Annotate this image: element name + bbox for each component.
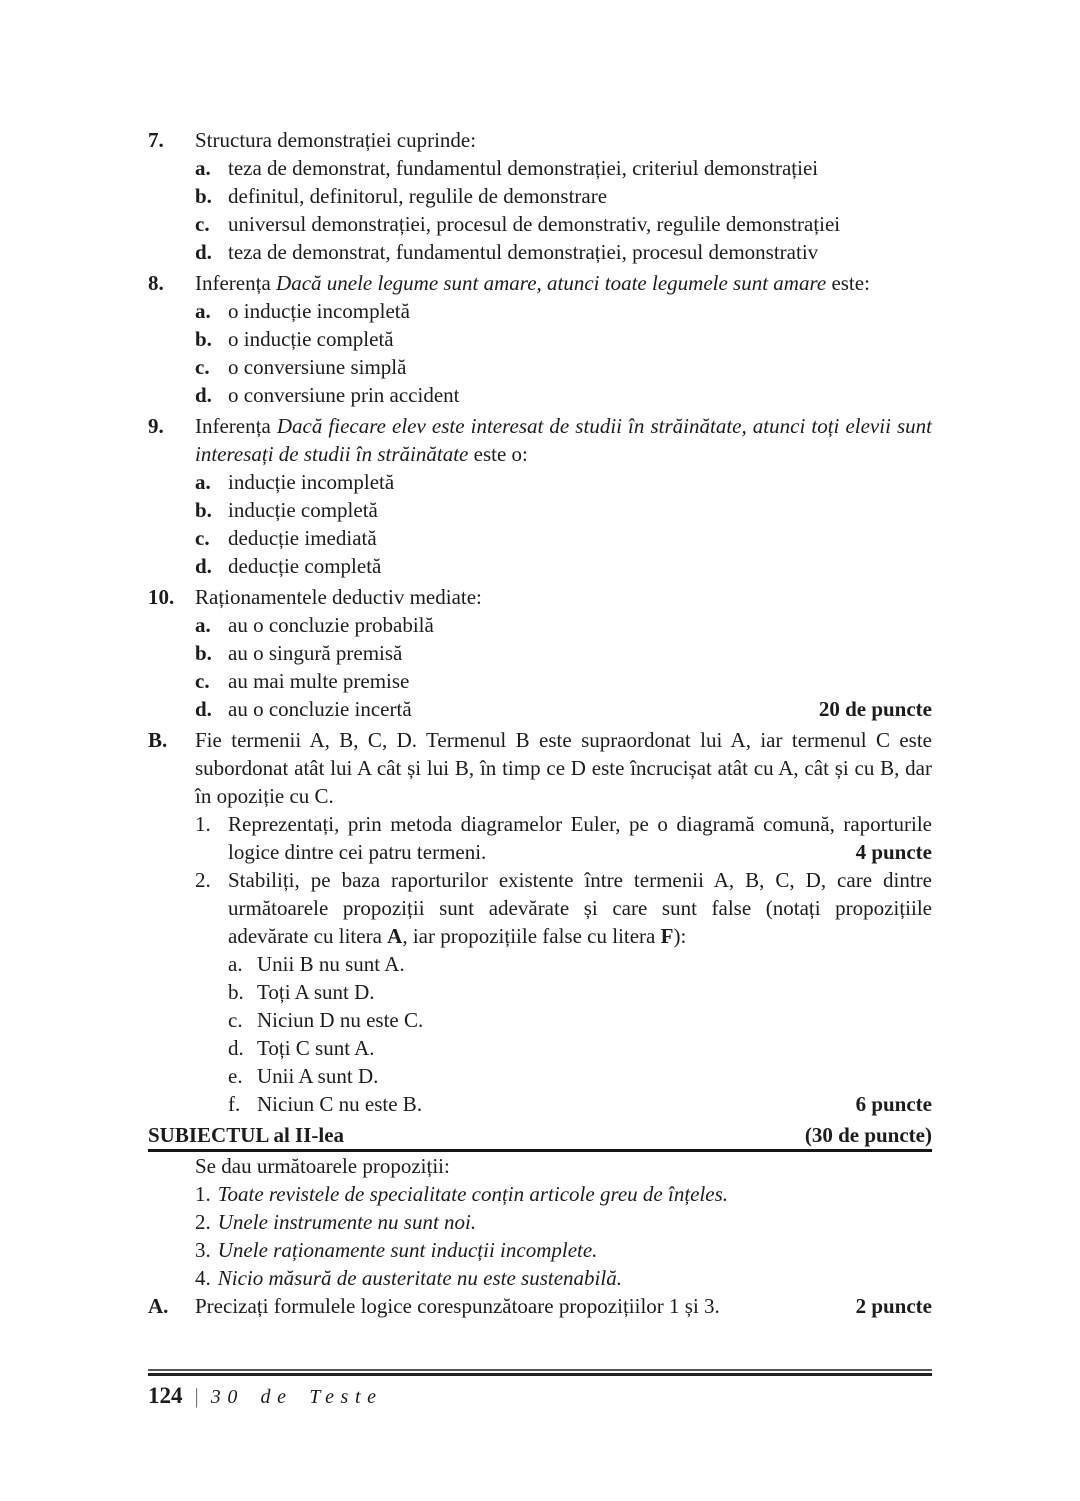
proposition-number: 4. (195, 1266, 211, 1290)
option-text: inducție incompletă (228, 470, 395, 494)
question-stem: Structura demonstrației cuprinde: (195, 128, 477, 152)
subtask-number: 2. (195, 868, 211, 892)
task-body (195, 1292, 932, 1320)
option-letter: d. (228, 1036, 244, 1060)
option-letter: b. (195, 184, 212, 208)
footer-divider (148, 1369, 932, 1376)
test-content (148, 126, 932, 1320)
answer-option (195, 496, 932, 524)
subject-points: (30 de puncte) (804, 1123, 932, 1147)
part-label: B. (148, 728, 168, 752)
proposition-number: 2. (195, 1210, 211, 1234)
task-a (148, 1292, 932, 1320)
answer-option (195, 381, 932, 409)
subtask-number: 1. (195, 812, 211, 836)
stem-post: este: (826, 271, 870, 295)
proposition (195, 1264, 932, 1292)
option-text: Toți C sunt A. (257, 1036, 375, 1060)
true-letter: A (387, 924, 403, 948)
answer-option (195, 210, 932, 238)
proposition (195, 1236, 932, 1264)
question-body (195, 583, 932, 723)
statement-option (228, 1034, 932, 1062)
option-letter: d. (195, 240, 212, 264)
question-number: 7. (148, 128, 164, 152)
question-stem (195, 269, 932, 297)
option-text: universul demonstrației, procesul de demonstrativ, regulile demonstrației (228, 212, 841, 236)
option-text: deducție completă (228, 554, 382, 578)
option-text: au o singură premisă (228, 641, 403, 665)
points-label: 4 puncte (855, 840, 932, 864)
question-number: 8. (148, 271, 164, 295)
stem-pre: Inferența (195, 414, 277, 438)
page-number: 124 (148, 1383, 183, 1408)
option-text: Niciun C nu este B. (257, 1092, 423, 1116)
proposition (195, 1180, 932, 1208)
stem-post: este o: (468, 442, 528, 466)
option-letter: a. (195, 470, 211, 494)
stem-pre: Inferența (195, 271, 277, 295)
option-letter: c. (195, 355, 210, 379)
question-stem (195, 412, 932, 468)
question-body (195, 126, 932, 266)
option-text: definitul, definitorul, regulile de demonstrare (228, 184, 608, 208)
option-text: o conversiune simplă (228, 355, 407, 379)
option-letter: a. (195, 613, 211, 637)
part-body (195, 726, 932, 1118)
stem-quote: Dacă fiecare elev este interesat de studii în străinătate, atunci toți elevii sunt interesați de studii în străinătate (195, 414, 932, 466)
proposition-text: Unele instrumente nu sunt noi. (217, 1210, 477, 1234)
question-body (195, 412, 932, 580)
page-footer (148, 1381, 932, 1412)
answer-option (195, 154, 932, 182)
option-text: teza de demonstrat, fundamentul demonstrației, procesul demonstrativ (228, 240, 819, 264)
option-text: au o concluzie probabilă (228, 613, 434, 637)
option-text: o inducție completă (228, 327, 394, 351)
propositions-block (195, 1152, 932, 1292)
question-7 (148, 126, 932, 266)
subtask-1 (195, 810, 932, 866)
subject-title: SUBIECTUL al II-lea (148, 1123, 345, 1147)
option-text: Unii B nu sunt A. (257, 952, 405, 976)
footer-divider-bottom-line (148, 1373, 932, 1376)
subtask-body (228, 866, 932, 1118)
subtask-text (228, 810, 932, 866)
option-text: deducție imediată (228, 526, 377, 550)
question-9 (148, 412, 932, 580)
subtask-2 (195, 866, 932, 1118)
option-letter: e. (228, 1064, 243, 1088)
option-text: Niciun D nu este C. (257, 1008, 424, 1032)
option-letter: c. (195, 212, 210, 236)
option-letter: a. (228, 952, 243, 976)
text-mid: , iar propozițiile false cu litera (402, 924, 661, 948)
statement-option (228, 950, 932, 978)
book-title: 30 de Teste (210, 1386, 383, 1408)
answer-option (195, 667, 932, 695)
option-letter: b. (195, 327, 212, 351)
subtask-body (228, 810, 932, 866)
statement-option (228, 978, 932, 1006)
points-label: 20 de puncte (818, 697, 932, 721)
answer-option (195, 325, 932, 353)
task-line (195, 1292, 932, 1320)
option-letter: c. (195, 526, 210, 550)
part-b (148, 726, 932, 1118)
option-text: o conversiune prin accident (228, 383, 460, 407)
proposition (195, 1208, 932, 1236)
option-letter: c. (228, 1008, 243, 1032)
part-intro: Fie termenii A, B, C, D. Termenul B este supraordonat lui A, iar termenul C este subordonat atât lui A cât și lui B, în timp ce D este încrucișat atât cu A, cât și cu B, dar în opoziție cu C. (195, 728, 932, 808)
option-letter: c. (195, 669, 210, 693)
option-letter: f. (228, 1092, 241, 1116)
answer-option (195, 182, 932, 210)
statement-option (228, 1090, 932, 1118)
footer-separator: | (194, 1384, 199, 1408)
proposition-number: 1. (195, 1182, 211, 1206)
question-number: 10. (148, 585, 175, 609)
option-text: au mai multe premise (228, 669, 410, 693)
points-label: 2 puncte (855, 1294, 932, 1318)
question-number: 9. (148, 414, 164, 438)
option-letter: a. (195, 299, 211, 323)
option-letter: b. (228, 980, 244, 1004)
answer-option (195, 297, 932, 325)
answer-option (195, 639, 932, 667)
answer-option (195, 524, 932, 552)
option-text: au o concluzie incertă (228, 697, 412, 721)
subject-2-heading (148, 1121, 932, 1152)
answer-option (195, 353, 932, 381)
subtask-text (228, 866, 932, 950)
question-8 (148, 269, 932, 409)
answer-option (195, 611, 932, 639)
text-post: ): (673, 924, 687, 948)
points-label: 6 puncte (855, 1092, 932, 1116)
option-letter: a. (195, 156, 211, 180)
option-letter: b. (195, 641, 212, 665)
answer-option (195, 695, 932, 723)
text-pre: Stabiliți, pe baza raporturilor existente între termenii A, B, C, D, care dintre următoarele propoziții sunt adevărate și care sunt false (notați propozițiile adevărate cu litera (228, 868, 932, 948)
false-letter: F (660, 924, 674, 948)
option-text: Unii A sunt D. (257, 1064, 379, 1088)
task-label: A. (148, 1294, 169, 1318)
option-text: inducție completă (228, 498, 378, 522)
proposition-text: Toate revistele de specialitate conțin articole greu de înțeles. (217, 1182, 729, 1206)
option-letter: b. (195, 498, 212, 522)
statement-option (228, 1062, 932, 1090)
answer-option (195, 468, 932, 496)
proposition-text: Nicio măsură de austeritate nu este sustenabilă. (217, 1266, 622, 1290)
option-letter: d. (195, 383, 212, 407)
question-body (195, 269, 932, 409)
option-text: teza de demonstrat, fundamentul demonstrației, criteriul demonstrației (228, 156, 819, 180)
option-text: Toți A sunt D. (257, 980, 375, 1004)
propositions-intro: Se dau următoarele propoziții: (195, 1154, 450, 1178)
proposition-text: Unele raționamente sunt inducții incomplete. (217, 1238, 598, 1262)
question-10 (148, 583, 932, 723)
proposition-number: 3. (195, 1238, 211, 1262)
answer-option (195, 552, 932, 580)
statement-option (228, 1006, 932, 1034)
answer-option (195, 238, 932, 266)
option-letter: d. (195, 554, 212, 578)
task-text: Precizați formulele logice corespunzătoare propozițiilor 1 și 3. (195, 1294, 720, 1318)
question-stem: Raționamentele deductiv mediate: (195, 585, 482, 609)
option-text: o inducție incompletă (228, 299, 410, 323)
subtask-text-run: Reprezentați, prin metoda diagramelor Euler, pe o diagramă comună, raporturile logice dintre cei patru termeni. (228, 812, 932, 864)
stem-quote: Dacă unele legume sunt amare, atunci toate legumele sunt amare (276, 271, 827, 295)
option-letter: d. (195, 697, 212, 721)
